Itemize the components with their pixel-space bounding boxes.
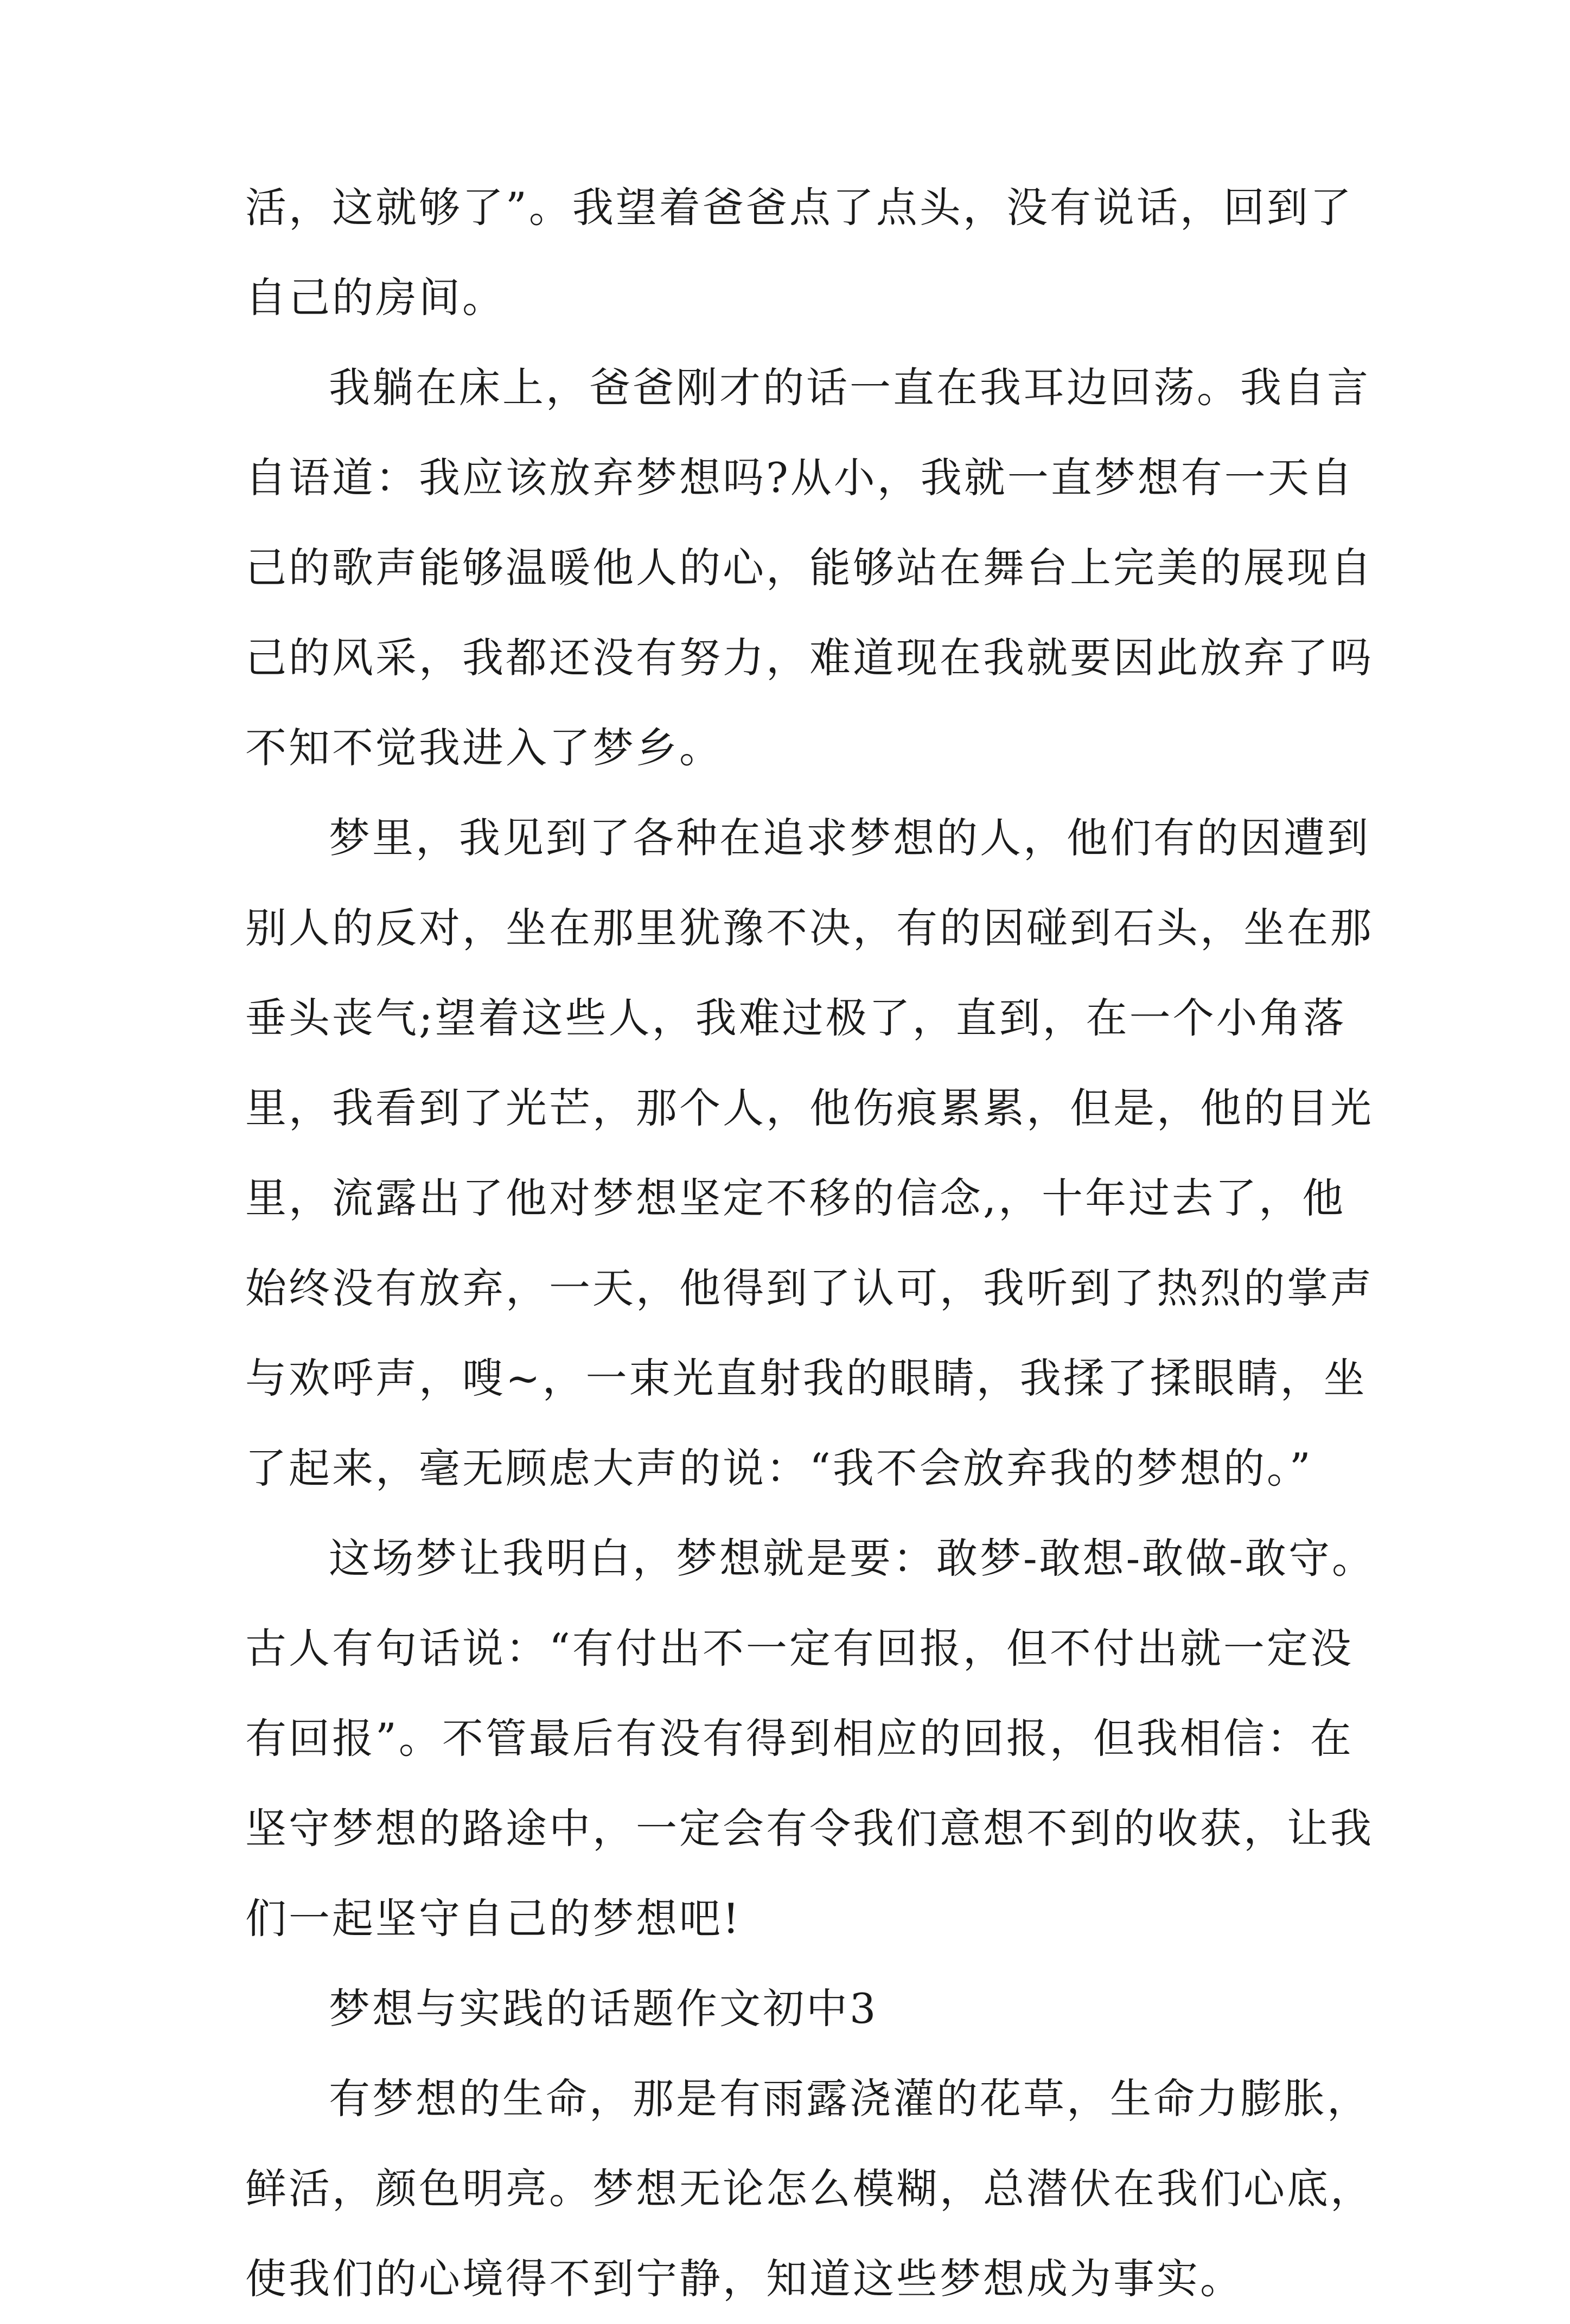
text-line: 己的风采，我都还没有努力，难道现在我就要因此放弃了吗	[245, 634, 1374, 682]
text-line: 古人有句话说：“有付出不一定有回报，但不付出就一定没	[245, 1624, 1354, 1672]
paragraph-start-line: 梦里，我见到了各种在追求梦想的人，他们有的因遭到	[329, 814, 1370, 862]
text-line: 与欢呼声，嗖~，一束光直射我的眼睛，我揉了揉眼睛，坐	[245, 1354, 1367, 1402]
text-line: 垂头丧气;望着这些人，我难过极了，直到，在一个小角落	[245, 994, 1346, 1042]
text-line: 坚守梦想的路途中，一定会有令我们意想不到的收获，让我	[245, 1804, 1374, 1853]
paragraph-start-line: 这场梦让我明白，梦想就是要：敢梦-敢想-敢做-敢守。	[329, 1534, 1376, 1582]
text-line: 自己的房间。	[245, 273, 506, 322]
text-line: 己的歌声能够温暖他人的心，能够站在舞台上完美的展现自	[245, 544, 1374, 592]
text-line: 活，这就够了”。我望着爸爸点了点头，没有说话，回到了	[245, 183, 1354, 232]
text-line: 们一起坚守自己的梦想吧!	[245, 1894, 742, 1943]
text-line: 里，流露出了他对梦想坚定不移的信念,，十年过去了，他	[245, 1174, 1346, 1222]
essay-body	[245, 163, 1376, 2324]
paragraph-start-line: 有梦想的生命，那是有雨露浇灌的花草，生命力膨胀，	[329, 2074, 1370, 2123]
text-line: 了起来，毫无顾虑大声的说：“我不会放弃我的梦想的。”	[245, 1444, 1313, 1492]
text-line: 自语道：我应该放弃梦想吗?从小，我就一直梦想有一天自	[245, 454, 1355, 502]
text-line: 里，我看到了光芒，那个人，他伤痕累累，但是，他的目光	[245, 1084, 1374, 1132]
text-line: 使我们的心境得不到宁静，知道这些梦想成为事实。	[245, 2255, 1243, 2303]
text-line: 鲜活，颜色明亮。梦想无论怎么模糊，总潜伏在我们心底，	[245, 2165, 1374, 2213]
text-line: 不知不觉我进入了梦乡。	[245, 724, 723, 772]
text-line: 有回报”。不管最后有没有得到相应的回报，但我相信：在	[245, 1714, 1354, 1763]
text-line: 别人的反对，坐在那里犹豫不决，有的因碰到石头，坐在那	[245, 904, 1374, 952]
section-heading: 梦想与实践的话题作文初中3	[329, 1984, 878, 2033]
paragraph-start-line: 我躺在床上，爸爸刚才的话一直在我耳边回荡。我自言	[329, 363, 1370, 412]
text-line: 始终没有放弃，一天，他得到了认可，我听到了热烈的掌声	[245, 1264, 1374, 1312]
